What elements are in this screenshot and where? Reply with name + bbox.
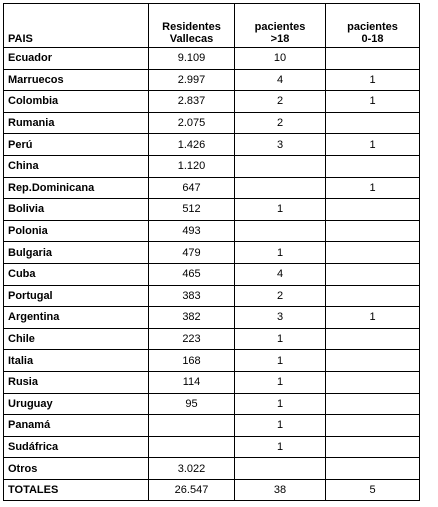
cell-pacientes-adultos: 2: [235, 285, 326, 307]
table-row: [4, 458, 420, 480]
header-pacientes-adultos-text: pacientes >18: [254, 21, 306, 45]
cell-pais: Bulgaria: [4, 242, 149, 264]
cell-pacientes-adultos: 3: [235, 307, 326, 329]
cell-residentes: [149, 436, 235, 458]
cell-residentes: 383: [149, 285, 235, 307]
cell-residentes: 493: [149, 220, 235, 242]
header-pais: PAIS: [4, 4, 149, 48]
cell-pacientes-adultos: 1: [235, 393, 326, 415]
cell-pais: Argentina: [4, 307, 149, 329]
table-row: [4, 69, 420, 91]
cell-pacientes-menores: [326, 371, 420, 393]
cell-pacientes-menores: [326, 242, 420, 264]
cell-pacientes-adultos: 1: [235, 436, 326, 458]
cell-pais: Ecuador: [4, 48, 149, 70]
header-pacientes-menores-text: pacientes 0-18: [347, 21, 398, 45]
cell-pais: Uruguay: [4, 393, 149, 415]
table-row: [4, 134, 420, 156]
cell-residentes: 2.075: [149, 112, 235, 134]
cell-pacientes-menores: [326, 285, 420, 307]
table-row: [4, 479, 420, 501]
cell-pacientes-menores: [326, 155, 420, 177]
cell-residentes: 3.022: [149, 458, 235, 480]
cell-residentes: 114: [149, 371, 235, 393]
cell-pacientes-menores: [326, 350, 420, 372]
cell-pais: Rep.Dominicana: [4, 177, 149, 199]
table-row: [4, 393, 420, 415]
table-row: [4, 350, 420, 372]
cell-residentes: 647: [149, 177, 235, 199]
cell-pacientes-menores: [326, 436, 420, 458]
table-row: [4, 112, 420, 134]
table-row: [4, 263, 420, 285]
header-residentes: [149, 4, 235, 48]
cell-pacientes-menores: [326, 220, 420, 242]
header-residentes-text: Residentes Vallecas: [162, 21, 221, 45]
cell-pacientes-adultos: [235, 220, 326, 242]
table-row: [4, 328, 420, 350]
cell-residentes: 2.997: [149, 69, 235, 91]
cell-pacientes-adultos: 4: [235, 69, 326, 91]
cell-pacientes-adultos: 38: [235, 479, 326, 501]
table-row: [4, 155, 420, 177]
cell-pais: Perú: [4, 134, 149, 156]
table-row: [4, 371, 420, 393]
table-row: [4, 307, 420, 329]
patients-by-country-table: [3, 3, 420, 501]
cell-residentes: 223: [149, 328, 235, 350]
cell-pacientes-menores: [326, 328, 420, 350]
cell-residentes: 512: [149, 199, 235, 221]
header-pacientes-adultos: [235, 4, 326, 48]
table-row: [4, 436, 420, 458]
cell-pacientes-adultos: [235, 458, 326, 480]
table-row: [4, 91, 420, 113]
cell-pacientes-adultos: 4: [235, 263, 326, 285]
table-row: [4, 48, 420, 70]
table-row: [4, 285, 420, 307]
cell-pais: Sudáfrica: [4, 436, 149, 458]
cell-pacientes-adultos: 2: [235, 112, 326, 134]
cell-pais: Portugal: [4, 285, 149, 307]
header-pacientes-menores: [326, 4, 420, 48]
cell-residentes: 1.120: [149, 155, 235, 177]
cell-pais: Marruecos: [4, 69, 149, 91]
cell-pacientes-menores: 1: [326, 69, 420, 91]
header-row: [4, 4, 420, 48]
cell-pacientes-adultos: 2: [235, 91, 326, 113]
cell-residentes: 26.547: [149, 479, 235, 501]
cell-pacientes-menores: [326, 263, 420, 285]
cell-pacientes-menores: [326, 48, 420, 70]
cell-pacientes-adultos: 1: [235, 415, 326, 437]
cell-pais: Chile: [4, 328, 149, 350]
cell-residentes: 95: [149, 393, 235, 415]
cell-residentes: 1.426: [149, 134, 235, 156]
cell-pais: Bolivia: [4, 199, 149, 221]
table-body: [4, 48, 420, 501]
cell-pais: TOTALES: [4, 479, 149, 501]
cell-pacientes-adultos: [235, 177, 326, 199]
cell-pacientes-menores: 1: [326, 134, 420, 156]
cell-pais: Rumania: [4, 112, 149, 134]
cell-pais: Rusia: [4, 371, 149, 393]
data-table-container: [3, 3, 420, 501]
cell-pacientes-menores: [326, 112, 420, 134]
cell-pacientes-adultos: [235, 155, 326, 177]
table-row: [4, 242, 420, 264]
cell-pacientes-adultos: 1: [235, 350, 326, 372]
cell-residentes: 9.109: [149, 48, 235, 70]
cell-pais: Otros: [4, 458, 149, 480]
cell-pacientes-adultos: 1: [235, 199, 326, 221]
cell-pacientes-menores: [326, 415, 420, 437]
cell-residentes: 168: [149, 350, 235, 372]
cell-pacientes-adultos: 1: [235, 371, 326, 393]
cell-pais: Cuba: [4, 263, 149, 285]
cell-residentes: 2.837: [149, 91, 235, 113]
cell-residentes: 465: [149, 263, 235, 285]
cell-pacientes-menores: 5: [326, 479, 420, 501]
table-row: [4, 199, 420, 221]
table-row: [4, 177, 420, 199]
cell-residentes: 382: [149, 307, 235, 329]
table-row: [4, 220, 420, 242]
cell-pacientes-menores: 1: [326, 91, 420, 113]
cell-pais: Polonia: [4, 220, 149, 242]
cell-pacientes-menores: 1: [326, 307, 420, 329]
cell-pais: Panamá: [4, 415, 149, 437]
table-row: [4, 415, 420, 437]
cell-pacientes-menores: [326, 199, 420, 221]
cell-pacientes-menores: [326, 393, 420, 415]
cell-pais: Italia: [4, 350, 149, 372]
cell-residentes: [149, 415, 235, 437]
cell-pais: Colombia: [4, 91, 149, 113]
cell-residentes: 479: [149, 242, 235, 264]
cell-pacientes-adultos: 1: [235, 328, 326, 350]
cell-pacientes-adultos: 3: [235, 134, 326, 156]
cell-pacientes-adultos: 1: [235, 242, 326, 264]
cell-pacientes-adultos: 10: [235, 48, 326, 70]
cell-pais: China: [4, 155, 149, 177]
cell-pacientes-menores: [326, 458, 420, 480]
cell-pacientes-menores: 1: [326, 177, 420, 199]
